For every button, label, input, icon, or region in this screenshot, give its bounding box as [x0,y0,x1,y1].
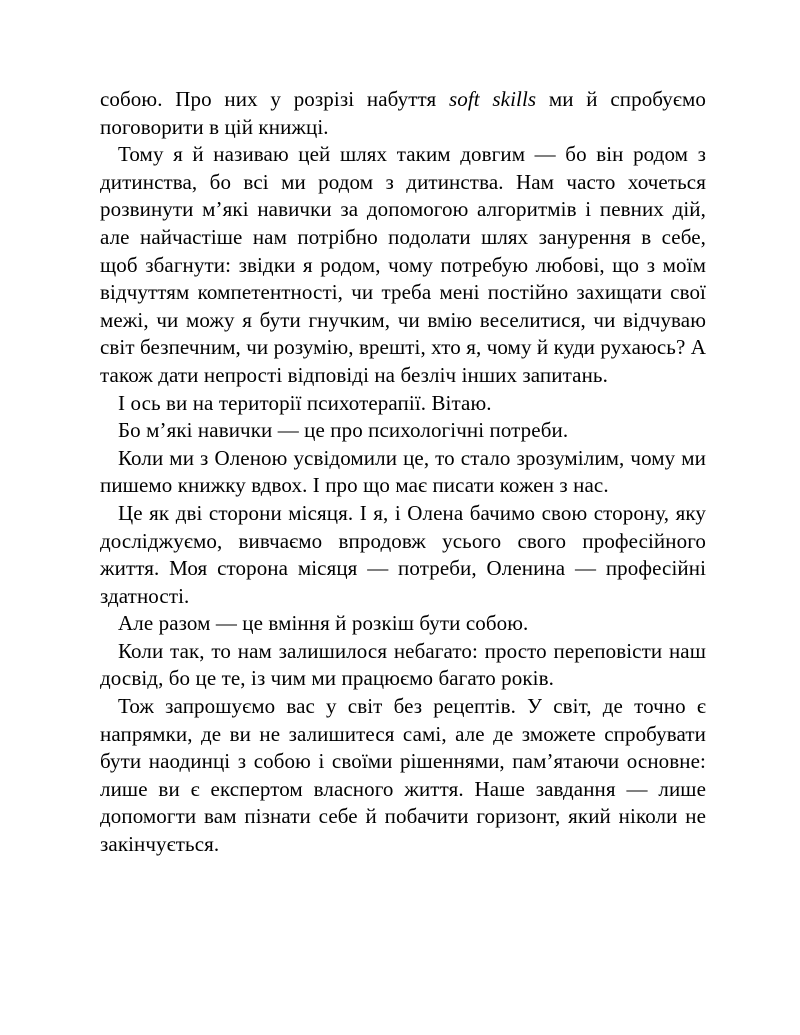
paragraph [100,141,706,389]
paragraph [100,417,706,445]
text-segment: ми й спробуємо поговорити в цій книжці. [100,87,706,139]
paragraph [100,638,706,693]
paragraph [100,390,706,418]
text-segment: Коли ми з Оленою усвідомили це, то стало зрозумілим, чому ми пишемо книжку вдвох. І про що має писати кожен з нас. [100,445,706,498]
paragraph [100,693,706,859]
paragraph [100,445,706,500]
text-segment: Бо м’які навички — це про психологічні потреби. [118,418,569,443]
page-text [100,86,706,859]
text-segment: Тож запрошуємо вас у світ без рецептів. У світ, де точно є напрямки, де ви не залишитеся самі, але де зможете спробувати бути наодинці з собою і своїми рішеннями, пам’ятаючи основне: лише ви є експертом власного життя. Наше завдання — лише допомогти вам пізнати себе й побачити горизонт, який ніколи не закінчується. [100,694,706,857]
paragraph [100,610,706,638]
text-segment: собою. Про них у розрізі набуття [100,87,449,111]
text-segment: Але разом — це вміння й розкіш бути собою. [118,611,529,636]
text-segment: Це як дві сторони місяця. І я, і Олена бачимо свою сторону, яку досліджуємо, вивчаємо впродовж усього свого професійного життя. Моя сторона місяця — потреби, Оленина — професійні здатності. [100,500,706,608]
text-segment: Коли так, то нам залишилося небагато: просто переповісти наш досвід, бо це те, із чим ми працюємо багато років. [100,638,706,691]
text-segment: І ось ви на території психотерапії. Вітаю. [118,390,492,415]
text-segment: Тому я й називаю цей шлях таким довгим — бо він родом з дитинства, бо всі ми родом з дитинства. Нам часто хочеться розвинути м’які навички за допомогою алгоритмів і певних дій, але найчастіше нам потрібно подолати шлях занурення в себе, щоб збагнути: звідки я родом, чому потребую любові, що з моїм відчуттям компетентності, чи треба мені постійно захищати свої межі, чи можу я бути гнучким, чи вмію веселитися, чи відчуваю світ безпечним, чи розумію, врешті, хто я, чому й куди рухаюсь? А також дати непрості відповіді на безліч інших запитань. [100,142,706,387]
italic-text-segment: soft skills [448,87,537,111]
paragraph [100,500,706,610]
paragraph [100,86,706,141]
